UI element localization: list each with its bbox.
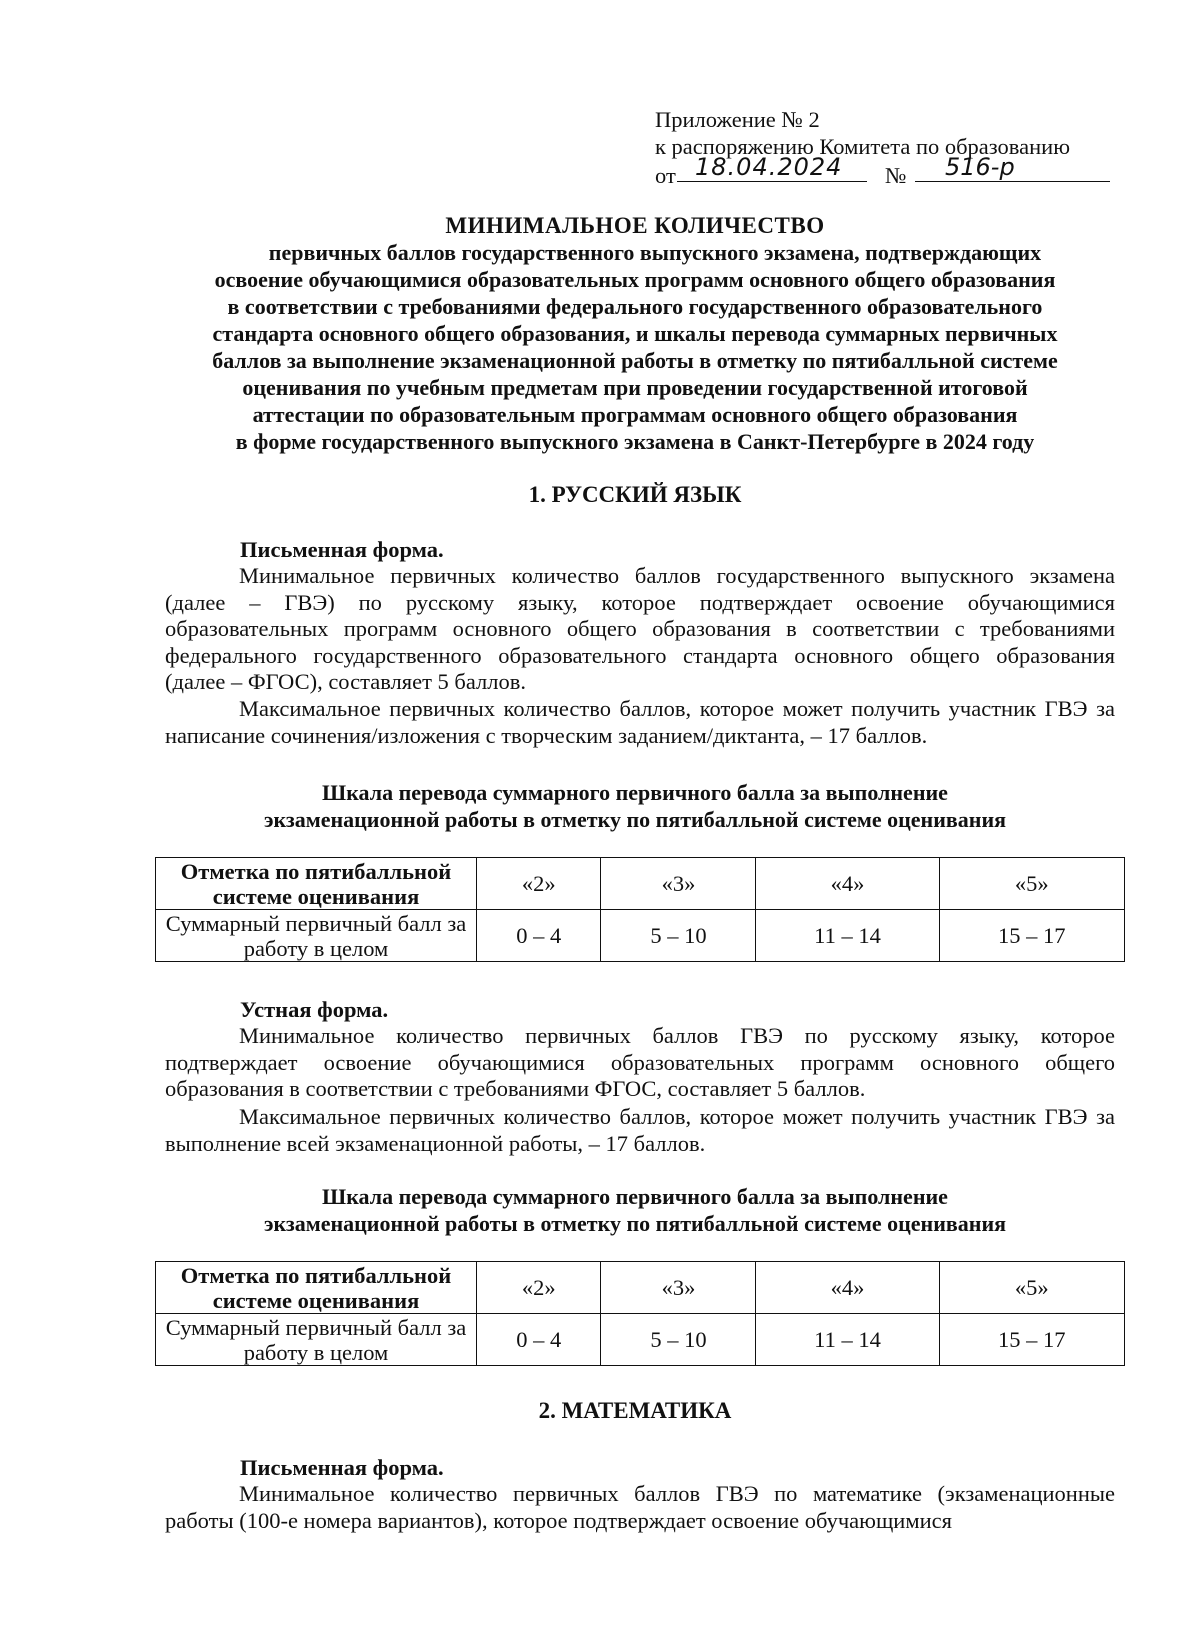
from-label: от: [655, 163, 676, 188]
written-form-label: Письменная форма.: [240, 537, 444, 562]
appendix-header: [655, 106, 1125, 190]
row-header-grade: Отметка по пятибалльной системе оценивания: [156, 1262, 477, 1314]
oral-max-paragraph: Максимальное первичных количество баллов, которое может получить участник ГВЭ за выполнение всей экзаменационной работы, – 17 баллов.: [165, 1104, 1115, 1156]
scale-title: Шкала перевода суммарного первичного балла за выполнение экзаменационной работы в отметку по пятибалльной системе оценивания: [263, 1184, 1007, 1236]
title-main: МИНИМАЛЬНОЕ КОЛИЧЕСТВО: [445, 213, 825, 238]
grade-cell: «4»: [756, 1262, 939, 1314]
order-number: 516-р: [915, 154, 1110, 182]
title-line: аттестации по образовательным программам основного общего образования: [252, 402, 1018, 427]
written-max-paragraph: Максимальное первичных количество баллов, которое может получить участник ГВЭ за написание сочинения/изложения с творческим заданием/диктанта, – 17 баллов.: [165, 696, 1115, 748]
section-heading-math: 2. МАТЕМАТИКА: [538, 1398, 732, 1423]
title-line: первичных баллов государственного выпускного экзамена, подтверждающих: [268, 240, 1042, 265]
row-header-score: Суммарный первичный балл за работу в целом: [156, 1314, 477, 1366]
math-written-form-label: Письменная форма.: [240, 1455, 444, 1480]
number-label: №: [885, 163, 907, 188]
oral-min-paragraph: Минимальное количество первичных баллов ГВЭ по русскому языку, которое подтверждает освоение обучающимися образовательных программ основного общего образования в соответствии с требованиями ФГОС, составляет 5 баллов.: [165, 1023, 1115, 1101]
appendix-order-ref: к распоряжению Комитета по образованию: [655, 134, 1071, 159]
order-date: 18.04.2024: [677, 154, 867, 182]
score-cell: 11 – 14: [756, 910, 939, 962]
table-row: [156, 1314, 1125, 1366]
table-row: [156, 910, 1125, 962]
grade-cell: «5»: [939, 858, 1124, 910]
score-cell: 15 – 17: [939, 1314, 1124, 1366]
written-min-paragraph: Минимальное первичных количество баллов государственного выпускного экзамена (далее – ГВЭ) по русскому языку, которое подтверждает освоение обучающимися образовательных программ основного общего образования в соответствии с требованиями федерального государственного образовательного стандарта основного общего образования (далее – ФГОС), составляет 5 баллов.: [165, 563, 1115, 694]
title-line: оценивания по учебным предметам при проведении государственной итоговой: [242, 375, 1028, 400]
grade-cell: «2»: [477, 1262, 601, 1314]
title-line: освоение обучающимися образовательных программ основного общего образования: [214, 267, 1056, 292]
document-title: [160, 212, 1110, 455]
title-line: баллов за выполнение экзаменационной работы в отметку по пятибалльной системе: [212, 348, 1058, 373]
appendix-number: Приложение № 2: [655, 107, 820, 132]
title-line: стандарта основного общего образования, и шкалы перевода суммарных первичных: [212, 321, 1058, 346]
title-line: в соответствии с требованиями федерального государственного образовательного: [227, 294, 1043, 319]
grade-cell: «5»: [939, 1262, 1124, 1314]
math-min-paragraph: Минимальное количество первичных баллов ГВЭ по математике (экзаменационные работы (100-е номера вариантов), которое подтверждает освоение обучающимися: [165, 1481, 1115, 1533]
section-heading-russian: 1. РУССКИЙ ЯЗЫК: [528, 482, 742, 507]
grade-cell: «3»: [601, 1262, 756, 1314]
grade-cell: «4»: [756, 858, 939, 910]
table-row: [156, 1262, 1125, 1314]
score-cell: 0 – 4: [477, 1314, 601, 1366]
row-header-grade: Отметка по пятибалльной системе оценивания: [156, 858, 477, 910]
row-header-score: Суммарный первичный балл за работу в целом: [156, 910, 477, 962]
score-cell: 5 – 10: [601, 1314, 756, 1366]
score-cell: 11 – 14: [756, 1314, 939, 1366]
score-cell: 5 – 10: [601, 910, 756, 962]
scale-title: Шкала перевода суммарного первичного балла за выполнение экзаменационной работы в отметку по пятибалльной системе оценивания: [263, 780, 1007, 832]
grade-cell: «3»: [601, 858, 756, 910]
table-row: [156, 858, 1125, 910]
score-cell: 0 – 4: [477, 910, 601, 962]
grade-scale-table: [155, 857, 1125, 962]
order-signature-line: [655, 153, 1125, 190]
grade-cell: «2»: [477, 858, 601, 910]
oral-form-label: Устная форма.: [240, 997, 389, 1022]
score-cell: 15 – 17: [939, 910, 1124, 962]
grade-scale-table: [155, 1261, 1125, 1366]
title-line: в форме государственного выпускного экзамена в Санкт-Петербурге в 2024 году: [235, 429, 1035, 454]
